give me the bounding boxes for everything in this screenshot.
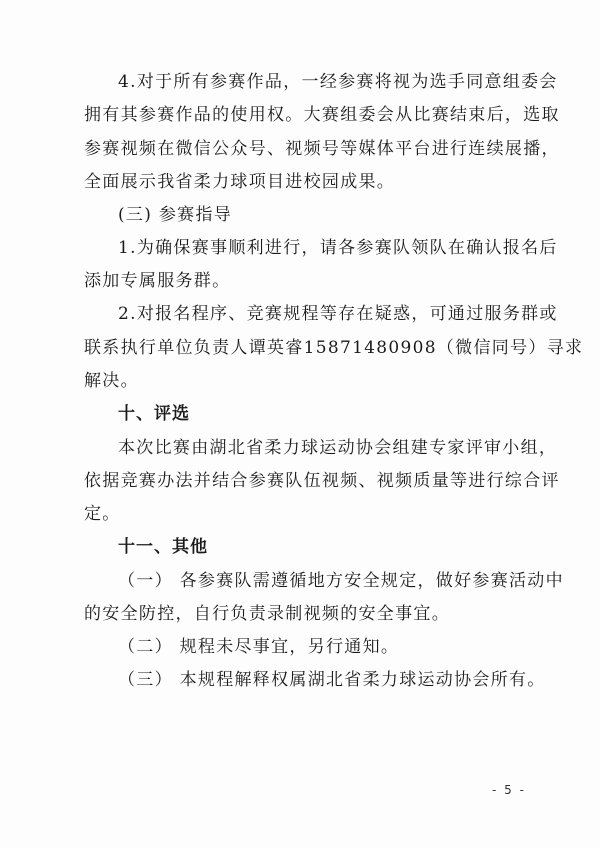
text-line: 1.为确保赛事顺利进行，请各参赛队领队在确认报名后: [118, 238, 558, 258]
text-line: （二） 规程未尽事宜，另行通知。: [118, 637, 400, 657]
text-line: 全面展示我省柔力球项目进校园成果。: [84, 172, 396, 192]
text-line: 联系执行单位负责人谭英睿15871480908（微信同号）寻求: [84, 338, 584, 358]
text-line: 参赛视频在微信公众号、视频号等媒体平台进行连续展播，: [84, 139, 560, 159]
text-line: 添加专属服务群。: [84, 271, 231, 291]
text-line: 的安全防控，自行负责录制视频的安全事宜。: [84, 604, 450, 624]
text-line: 4.对于所有参赛作品，一经参赛将视为选手同意组委会: [118, 72, 558, 92]
page-number: - 5 -: [492, 783, 526, 797]
section-heading-evaluation: 十、评选: [118, 404, 190, 424]
text-line: 依据竞赛办法并结合参赛队伍视频、视频质量等进行综合评: [84, 471, 560, 491]
text-line: 定。: [84, 504, 121, 524]
text-line: 2.对报名程序、竞赛规程等存在疑惑，可通过服务群或: [118, 304, 558, 324]
text-line: 拥有其参赛作品的使用权。大赛组委会从比赛结束后，选取: [84, 105, 560, 125]
text-line: （三） 本规程解释权属湖北省柔力球运动协会所有。: [118, 670, 546, 690]
text-line: 本次比赛由湖北省柔力球运动协会组建专家评审小组，: [118, 438, 558, 458]
text-line: （一） 各参赛队需遵循地方安全规定，做好参赛活动中: [118, 571, 564, 591]
section-heading-other: 十一、其他: [118, 537, 208, 557]
subheading-guidance: (三) 参赛指导: [118, 205, 233, 225]
text-line: 解决。: [84, 371, 139, 391]
